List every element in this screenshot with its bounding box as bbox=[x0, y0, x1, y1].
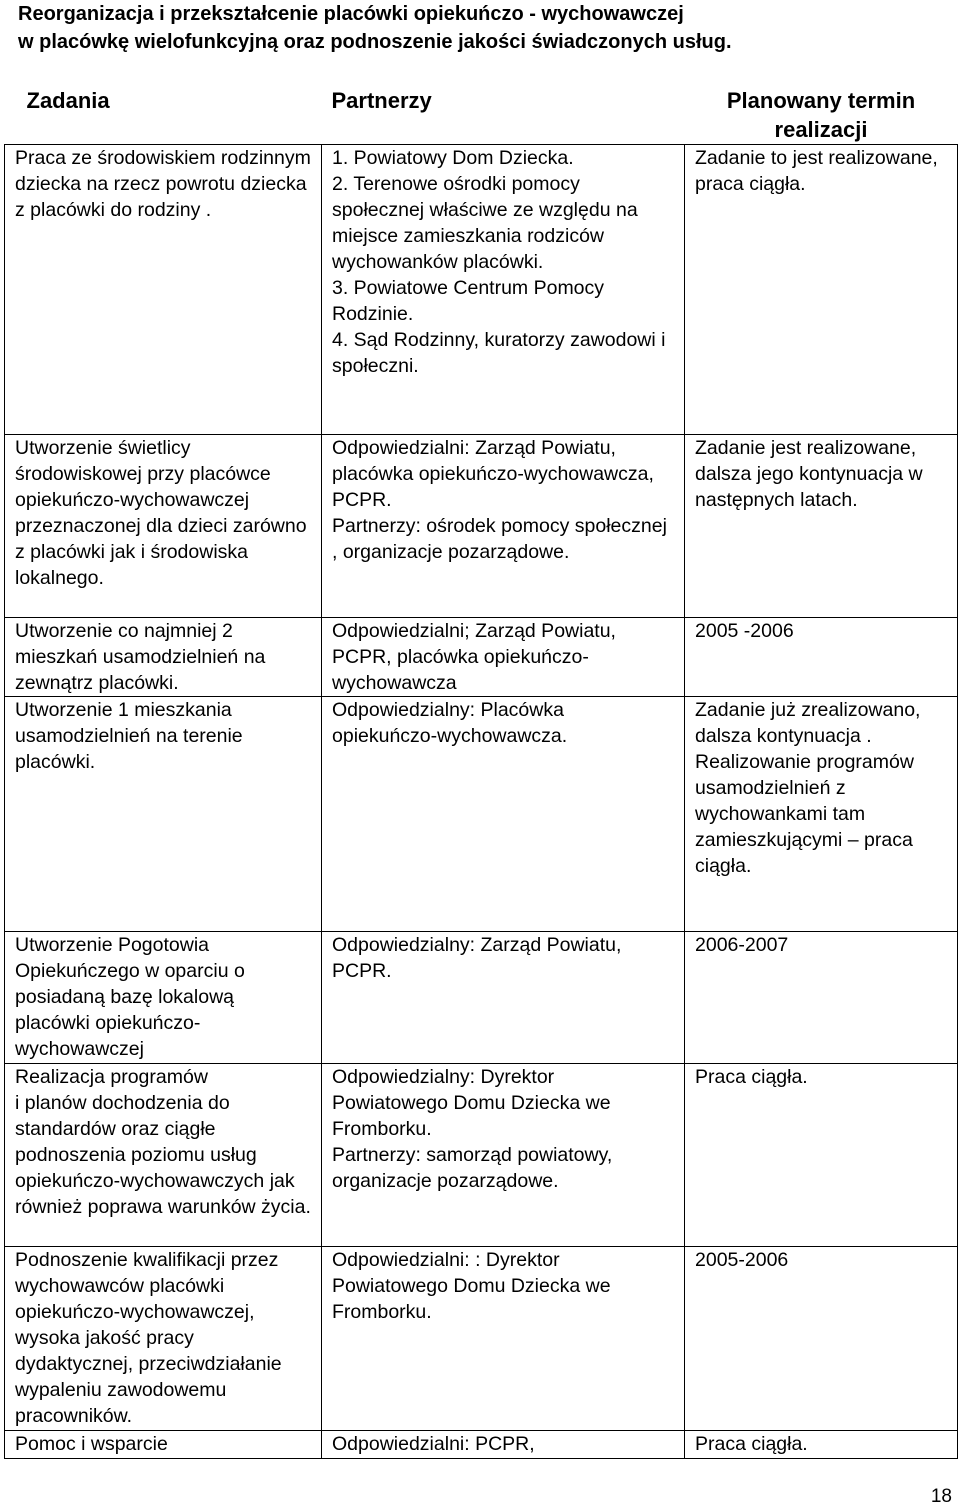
document-title bbox=[18, 0, 948, 56]
term-cell: 2006-2007 bbox=[685, 932, 958, 1064]
title-line-2: w placówkę wielofunkcyjną oraz podnoszenie jakości świadczonych usług. bbox=[18, 31, 732, 53]
task-cell: Utworzenie 1 mieszkania usamodzielnień na terenie placówki. bbox=[5, 697, 322, 932]
table-row bbox=[5, 1431, 958, 1459]
tasks-table bbox=[4, 84, 958, 1459]
term-cell: Zadanie już zrealizowano, dalsza kontynuacja . Realizowanie programów usamodzielnień z wychowankami tam zamieszkującymi – praca ciągła. bbox=[685, 697, 958, 932]
task-cell: Pomoc i wsparcie bbox=[5, 1431, 322, 1459]
table-row bbox=[5, 697, 958, 932]
table-header-row bbox=[5, 84, 958, 145]
header-term-label: Planowany termin realizacji bbox=[726, 88, 916, 142]
partners-cell: Odpowiedzialny: Dyrektor Powiatowego Domu Dziecka we Fromborku. Partnerzy: samorząd powiatowy, organizacje pozarządowe. bbox=[322, 1064, 685, 1247]
table-row bbox=[5, 145, 958, 435]
partners-cell: Odpowiedzialni: : Dyrektor Powiatowego Domu Dziecka we Fromborku. bbox=[322, 1247, 685, 1431]
table-row bbox=[5, 1064, 958, 1247]
term-cell: Zadanie to jest realizowane, praca ciągła. bbox=[685, 145, 958, 435]
task-cell: Realizacja programów i planów dochodzenia do standardów oraz ciągłe podnoszenia poziomu usług opiekuńczo-wychowawczych jak również poprawa warunków życia. bbox=[5, 1064, 322, 1247]
partners-cell: Odpowiedzialni: Zarząd Powiatu, placówka opiekuńczo-wychowawcza, PCPR. Partnerzy: ośrodek pomocy społecznej , organizacje pozarządowe. bbox=[322, 435, 685, 618]
header-tasks: Zadania bbox=[5, 84, 322, 145]
partners-cell: Odpowiedzialni; Zarząd Powiatu, PCPR, placówka opiekuńczo-wychowawcza bbox=[322, 618, 685, 697]
term-cell: 2005-2006 bbox=[685, 1247, 958, 1431]
partners-cell: Odpowiedzialny: Placówka opiekuńczo-wychowawcza. bbox=[322, 697, 685, 932]
term-cell: Zadanie jest realizowane, dalsza jego kontynuacja w następnych latach. bbox=[685, 435, 958, 618]
header-partners: Partnerzy bbox=[322, 84, 685, 145]
partners-cell: Odpowiedzialny: Zarząd Powiatu, PCPR. bbox=[322, 932, 685, 1064]
table-row bbox=[5, 435, 958, 618]
title-line-1: Reorganizacja i przekształcenie placówki opiekuńczo - wychowawczej bbox=[18, 3, 684, 25]
page-number: 18 bbox=[930, 1486, 952, 1507]
term-cell: Praca ciągła. bbox=[685, 1064, 958, 1247]
partners-cell: 1. Powiatowy Dom Dziecka. 2. Terenowe ośrodki pomocy społecznej właściwe ze względu na miejsce zamieszkania rodziców wychowanków placówki. 3. Powiatowe Centrum Pomocy Rodzinie. 4. Sąd Rodzinny, kuratorzy zawodowi i społeczni. bbox=[322, 145, 685, 435]
table-row bbox=[5, 1247, 958, 1431]
task-cell: Utworzenie świetlicy środowiskowej przy placówce opiekuńczo-wychowawczej przeznaczonej dla dzieci zarówno z placówki jak i środowiska lokalnego. bbox=[5, 435, 322, 618]
term-cell: Praca ciągła. bbox=[685, 1431, 958, 1459]
task-cell: Praca ze środowiskiem rodzinnym dziecka na rzecz powrotu dziecka z placówki do rodziny . bbox=[5, 145, 322, 435]
partners-cell: Odpowiedzialni: PCPR, bbox=[322, 1431, 685, 1459]
header-term bbox=[685, 84, 958, 145]
task-cell: Utworzenie co najmniej 2 mieszkań usamodzielnień na zewnątrz placówki. bbox=[5, 618, 322, 697]
table-row bbox=[5, 932, 958, 1064]
task-cell: Utworzenie Pogotowia Opiekuńczego w oparciu o posiadaną bazę lokalową placówki opiekuńczo-wychowawczej bbox=[5, 932, 322, 1064]
table-row bbox=[5, 618, 958, 697]
task-cell: Podnoszenie kwalifikacji przez wychowawców placówki opiekuńczo-wychowawczej, wysoka jakość pracy dydaktycznej, przeciwdziałanie wypaleniu zawodowemu pracowników. bbox=[5, 1247, 322, 1431]
term-cell: 2005 -2006 bbox=[685, 618, 958, 697]
